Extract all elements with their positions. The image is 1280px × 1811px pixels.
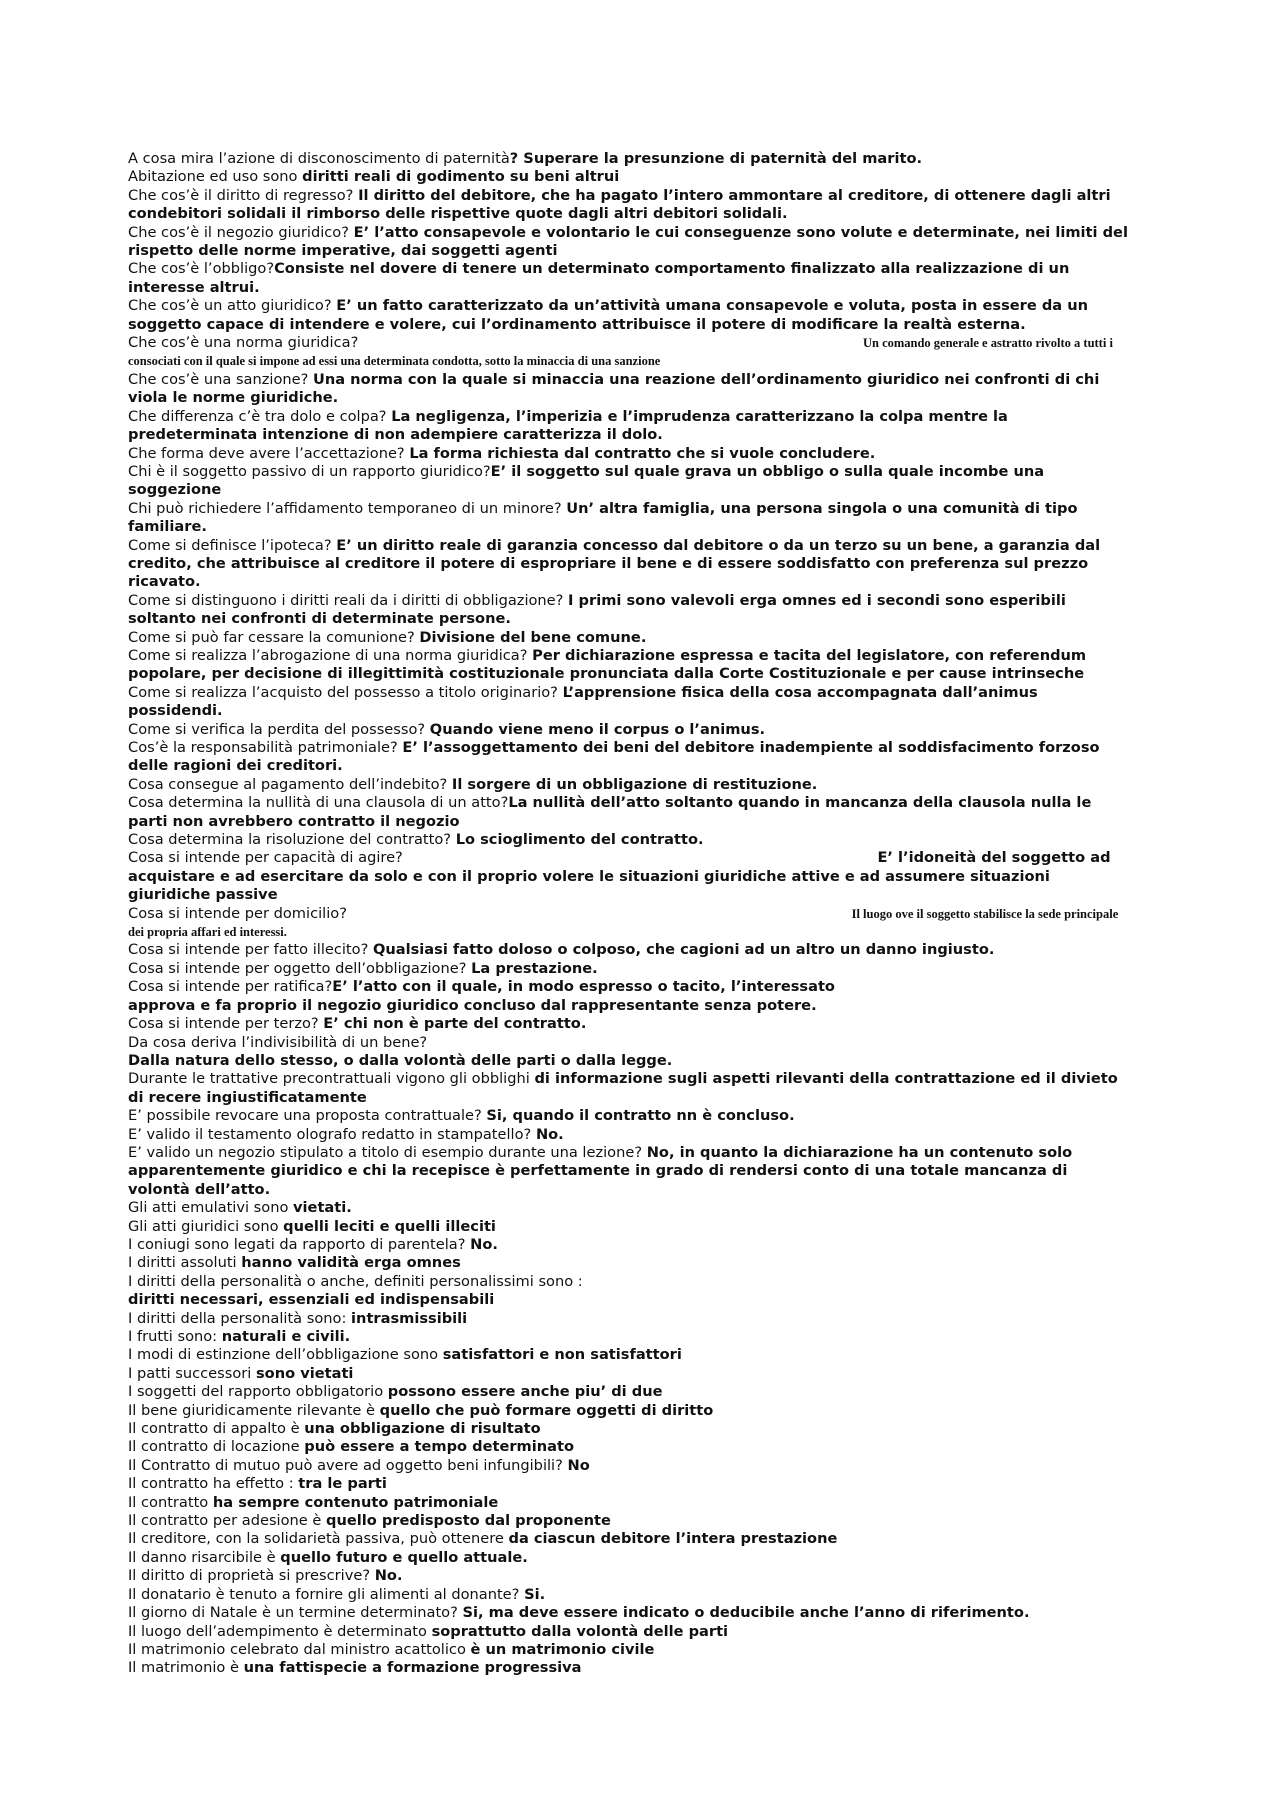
qa-row — [128, 1365, 1128, 1383]
answer-text: Si, quando il contratto nn è concluso. — [486, 1107, 795, 1125]
qa-row — [128, 1586, 1128, 1604]
answer-text: Per dichiarazione espressa e tacita del legislatore, con referendum popolare, per decisione di illegittimità costituzionale pronunciata dalla Corte Costituzionale e per cause intrinseche — [128, 646, 1087, 683]
answer-text: E’ l’atto con il quale, in modo espresso o tacito, l’interessato — [332, 978, 835, 996]
qa-row — [128, 537, 1128, 592]
answer-text: Il diritto del debitore, che ha pagato l’intero ammontare al creditore, di ottenere dagli altri condebitori solidali il rimborso delle rispettive quote dagli altri debitori solidali. — [128, 186, 1111, 223]
qa-row — [128, 721, 1128, 739]
answer-text: E’ l’atto consapevole e volontario le cui conseguenze sono volute e determinate, nei limiti del rispetto delle norme imperative, dai soggetti agenti — [128, 223, 1128, 260]
question-text: Il luogo dell’adempimento è determinato — [128, 1622, 432, 1640]
document-body — [128, 150, 1128, 1678]
question-text: I diritti della personalità sono: — [128, 1309, 352, 1327]
question-text: Da cosa deriva l’indivisibilità di un bene? — [128, 1033, 428, 1051]
answer-text: tra le parti — [298, 1475, 387, 1493]
question-text: Come si può far cessare la comunione? — [128, 628, 420, 646]
answer-text: Qualsiasi fatto doloso o colposo, che cagioni ad un altro un danno ingiusto. — [372, 941, 995, 959]
qa-row — [128, 1126, 1128, 1144]
question-text: I patti successori — [128, 1364, 256, 1382]
question-text: Il contratto ha effetto : — [128, 1475, 299, 1493]
qa-row — [128, 297, 1128, 334]
qa-row — [128, 150, 1128, 168]
answer-text: ? Superare la presunzione di paternità del marito. — [509, 150, 923, 167]
answer-text: hanno validità erga omnes — [241, 1254, 461, 1272]
question-text: I modi di estinzione dell’obbligazione sono — [128, 1346, 443, 1364]
qa-row — [128, 1383, 1128, 1401]
qa-row — [128, 1199, 1128, 1217]
qa-row — [128, 168, 1128, 186]
question-text: I soggetti del rapporto obbligatorio — [128, 1383, 388, 1401]
qa-row — [128, 1623, 1128, 1641]
answer-text: quello predisposto dal proponente — [326, 1512, 611, 1530]
answer-text: vietati. — [293, 1199, 352, 1217]
answer-text: quello che può formare oggetti di diritto — [379, 1401, 714, 1419]
answer-text: Quando viene meno il corpus o l’animus. — [429, 720, 766, 738]
question-text: Il contratto di locazione — [128, 1438, 305, 1456]
answer-text: di informazione sugli aspetti rilevanti della contrattazione ed il divieto di recere ingiustificatamente — [128, 1070, 1118, 1106]
answer-text-continued: approva e fa proprio il negozio giuridico concluso dal rappresentante senza potere. — [128, 996, 817, 1014]
answer-text: naturali e civili. — [221, 1328, 351, 1345]
answer-text: intrasmissibili — [351, 1309, 468, 1327]
question-text: Gli atti giuridici sono — [128, 1217, 284, 1235]
qa-row — [128, 1402, 1128, 1420]
qa-row — [128, 1144, 1128, 1199]
answer-text: La nullità dell’atto soltanto quando in mancanza della clausola nulla le parti non avrebbero contratto il negozio — [128, 794, 1092, 830]
qa-row — [128, 1218, 1128, 1236]
question-text: Chi può richiedere l’affidamento temporaneo di un minore? — [128, 499, 567, 517]
answer-text: satisfattori e non satisfattori — [442, 1346, 682, 1364]
answer-text: Un comando generale e astratto rivolto a tutti i consociati con il quale si impone ad essi una determinata condotta, sotto la minaccia di una sanzione — [128, 336, 1113, 369]
question-text: Il matrimonio celebrato dal ministro acattolico — [128, 1640, 471, 1658]
qa-row — [128, 739, 1128, 776]
answer-text: No. — [470, 1235, 498, 1253]
question-text: Chi è il soggetto passivo di un rapporto giuridico? — [128, 462, 491, 480]
qa-row — [128, 831, 1128, 849]
qa-row — [128, 776, 1128, 794]
answer-text: Il sorgere di un obbligazione di restituzione. — [451, 775, 818, 793]
question-text: Cosa si intende per capacità di agire? — [128, 849, 408, 867]
question-text: Il contratto di appalto è — [128, 1420, 305, 1438]
qa-row — [128, 849, 1128, 904]
qa-row — [128, 684, 1128, 721]
qa-row — [128, 647, 1128, 684]
qa-row — [128, 463, 1128, 500]
answer-text-continued: diritti necessari, essenziali ed indispensabili — [128, 1291, 495, 1309]
question-text: Il donatario è tenuto a fornire gli alimenti al donante? — [128, 1585, 525, 1603]
qa-row — [128, 371, 1128, 408]
qa-row — [128, 1530, 1128, 1548]
answer-text: una obbligazione di risultato — [304, 1420, 541, 1438]
answer-text: No, in quanto la dichiarazione ha un contenuto solo apparentemente giuridico e chi la recepisce è perfettamente in grado di rendersi conto di una totale mancanza di volontà dell’atto. — [128, 1143, 1073, 1198]
qa-row — [128, 1254, 1128, 1272]
question-text: E’ valido il testamento olografo redatto in stampatello? — [128, 1125, 536, 1143]
qa-row — [128, 1438, 1128, 1456]
answer-text: La prestazione. — [471, 959, 598, 977]
question-text: Il diritto di proprietà si prescrive? — [128, 1567, 375, 1585]
answer-text: ha sempre contenuto patrimoniale — [212, 1493, 499, 1511]
question-text: Cosa si intende per fatto illecito? — [128, 941, 373, 959]
question-text: Cosa consegue al pagamento dell’indebito? — [128, 775, 452, 793]
answer-text: E’ chi non è parte del contratto. — [323, 1015, 587, 1033]
answer-text: Una norma con la quale si minaccia una reazione dell’ordinamento giuridico nei confronti di chi viola le norme giuridiche. — [128, 370, 1100, 407]
question-text: Il creditore, con la solidarietà passiva, può ottenere — [128, 1530, 509, 1548]
answer-text: E’ il soggetto sul quale grava un obbligo o sulla quale incombe una soggezione — [128, 462, 1045, 499]
question-text: Cosa si intende per ratifica? — [128, 978, 333, 996]
answer-text-continued: Dalla natura dello stesso, o dalla volontà delle parti o dalla legge. — [128, 1051, 673, 1069]
question-text: Che cos’è l’obbligo? — [128, 260, 275, 278]
question-text: Cosa determina la nullità di una clausola di un atto? — [128, 794, 509, 812]
question-text: Il contratto per adesione è — [128, 1512, 327, 1530]
question-text: Che forma deve avere l’accettazione? — [128, 444, 410, 462]
question-text: I diritti della personalità o anche, definiti personalissimi sono : — [128, 1272, 583, 1290]
qa-row — [128, 1549, 1128, 1567]
question-text: Il matrimonio è — [128, 1659, 244, 1677]
question-text: Durante le trattative precontrattuali vigono gli obblighi — [128, 1070, 535, 1088]
qa-row — [128, 500, 1128, 537]
answer-text: Lo scioglimento del contratto. — [455, 831, 704, 849]
question-text: Il Contratto di mutuo può avere ad oggetto beni infungibili? — [128, 1456, 568, 1474]
qa-row — [128, 1346, 1128, 1364]
question-text: Che cos’è il negozio giuridico? — [128, 223, 354, 241]
question-text: Il contratto — [128, 1493, 213, 1511]
qa-row — [128, 224, 1128, 261]
question-text: Che cos’è il diritto di regresso? — [128, 186, 359, 204]
question-text: Il giorno di Natale è un termine determinato? — [128, 1604, 463, 1622]
qa-row — [128, 1236, 1128, 1254]
question-text: Cosa determina la risoluzione del contratto? — [128, 831, 456, 849]
qa-row — [128, 1034, 1128, 1071]
qa-row — [128, 1273, 1128, 1310]
question-text: Il danno risarcibile è — [128, 1548, 281, 1566]
qa-row — [128, 1494, 1128, 1512]
answer-text: Un’ altra famiglia, una persona singola o una comunità di tipo familiare. — [128, 499, 1078, 536]
answer-text: E’ l’idoneità del soggetto ad acquistare e ad esercitare da solo e con il proprio volere le situazioni giuridiche attive e ad assumere situazioni giuridiche passive — [128, 849, 1111, 904]
question-text: E’ possibile revocare una proposta contrattuale? — [128, 1107, 487, 1125]
qa-row — [128, 1310, 1128, 1328]
question-text: Come si definisce l’ipoteca? — [128, 536, 337, 554]
qa-row — [128, 1567, 1128, 1585]
answer-text: quelli leciti e quelli illeciti — [283, 1217, 496, 1235]
question-text: Cos’è la responsabilità patrimoniale? — [128, 739, 403, 756]
qa-row — [128, 187, 1128, 224]
qa-row — [128, 260, 1128, 297]
answer-text: sono vietati — [256, 1364, 354, 1382]
question-text: A cosa mira l’azione di disconoscimento di paternità — [128, 150, 510, 167]
answer-text: quello futuro e quello attuale. — [280, 1548, 528, 1566]
answer-text: può essere a tempo determinato — [304, 1438, 575, 1456]
answer-text: diritti reali di godimento su beni altrui — [302, 168, 620, 186]
qa-row — [128, 1457, 1128, 1475]
qa-row — [128, 794, 1128, 831]
question-text: Cosa si intende per domicilio? — [128, 904, 352, 922]
answer-text: La negligenza, l’imperizia e l’imprudenza caratterizzano la colpa mentre la predeterminata intenzione di non adempiere caratterizza il dolo. — [128, 407, 1008, 444]
answer-text: E’ un fatto caratterizzato da un’attività umana consapevole e voluta, posta in essere da un soggetto capace di intendere e volere, cui l’ordinamento attribuisce il potere di modificare la realtà esterna. — [128, 297, 1089, 333]
question-text: Come si realizza l’abrogazione di una norma giuridica? — [128, 646, 533, 664]
answer-text: possono essere anche piu’ di due — [387, 1383, 663, 1401]
question-text: I frutti sono: — [128, 1328, 222, 1345]
answer-text: Si, ma deve essere indicato o deducibile anche l’anno di riferimento. — [462, 1604, 1030, 1622]
question-text: Che cos’è una sanzione? — [128, 370, 314, 388]
question-text: Che differenza c’è tra dolo e colpa? — [128, 407, 392, 425]
question-text: Il bene giuridicamente rilevante è — [128, 1401, 380, 1419]
question-text: Abitazione ed uso sono — [128, 168, 303, 186]
qa-row — [128, 1328, 1128, 1346]
qa-row — [128, 1641, 1128, 1659]
question-text: E’ valido un negozio stipulato a titolo di esempio durante una lezione? — [128, 1143, 647, 1161]
answer-text: E’ l’assoggettamento dei beni del debitore inadempiente al soddisfacimento forzoso delle ragioni dei creditori. — [128, 739, 1100, 775]
question-text: Come si distinguono i diritti reali da i diritti di obbligazione? — [128, 591, 569, 609]
qa-row — [128, 592, 1128, 629]
qa-row — [128, 1070, 1128, 1107]
qa-row — [128, 905, 1128, 942]
question-text: Come si realizza l’acquisto del possesso a titolo originario? — [128, 683, 563, 701]
answer-text: I primi sono valevoli erga omnes ed i secondi sono esperibili soltanto nei confronti di determinate persone. — [128, 591, 1066, 628]
answer-text: No. — [374, 1567, 403, 1585]
question-text: Che cos’è una norma giuridica? — [128, 334, 363, 352]
question-text: I coniugi sono legati da rapporto di parentela? — [128, 1235, 471, 1253]
answer-text: L’apprensione fisica della cosa accompagnata dall’animus possidendi. — [128, 683, 1038, 720]
answer-text: Consiste nel dovere di tenere un determinato comportamento finalizzato alla realizzazione di un interesse altrui. — [128, 260, 1070, 296]
qa-row — [128, 941, 1128, 959]
qa-row — [128, 334, 1128, 371]
answer-text: Divisione del bene comune. — [419, 628, 647, 646]
qa-row — [128, 1015, 1128, 1033]
qa-row — [128, 1659, 1128, 1677]
qa-row — [128, 408, 1128, 445]
answer-text: No. — [535, 1125, 564, 1143]
qa-row — [128, 1107, 1128, 1125]
qa-row — [128, 1420, 1128, 1438]
answer-text: una fattispecie a formazione progressiva — [243, 1659, 582, 1677]
qa-row — [128, 1475, 1128, 1493]
question-text: I diritti assoluti — [128, 1254, 242, 1272]
qa-row — [128, 978, 1128, 1015]
question-text: Cosa si intende per oggetto dell’obbligazione? — [128, 959, 472, 977]
answer-text: La forma richiesta dal contratto che si vuole concludere. — [409, 444, 876, 462]
qa-row — [128, 445, 1128, 463]
qa-row — [128, 629, 1128, 647]
qa-row — [128, 1512, 1128, 1530]
question-text: Cosa si intende per terzo? — [128, 1015, 324, 1033]
qa-row — [128, 1604, 1128, 1622]
answer-text: Il luogo ove il soggetto stabilisce la sede principale dei propria affari ed interessi. — [128, 906, 1119, 940]
answer-text: E’ un diritto reale di garanzia concesso dal debitore o da un terzo su un bene, a garanzia dal credito, che attribuisce al creditore il potere di espropriare il bene e di essere soddisfatto con preferenza sul prezzo ricavato. — [128, 536, 1101, 591]
qa-row — [128, 960, 1128, 978]
answer-text: da ciascun debitore l’intera prestazione — [508, 1530, 838, 1548]
answer-text: Si. — [524, 1585, 546, 1603]
answer-text: No — [567, 1456, 590, 1474]
question-text: Che cos’è un atto giuridico? — [128, 297, 337, 315]
answer-text: è un matrimonio civile — [470, 1640, 655, 1658]
question-text: Gli atti emulativi sono — [128, 1199, 294, 1217]
question-text: Come si verifica la perdita del possesso? — [128, 720, 430, 738]
answer-text: soprattutto dalla volontà delle parti — [431, 1622, 729, 1640]
